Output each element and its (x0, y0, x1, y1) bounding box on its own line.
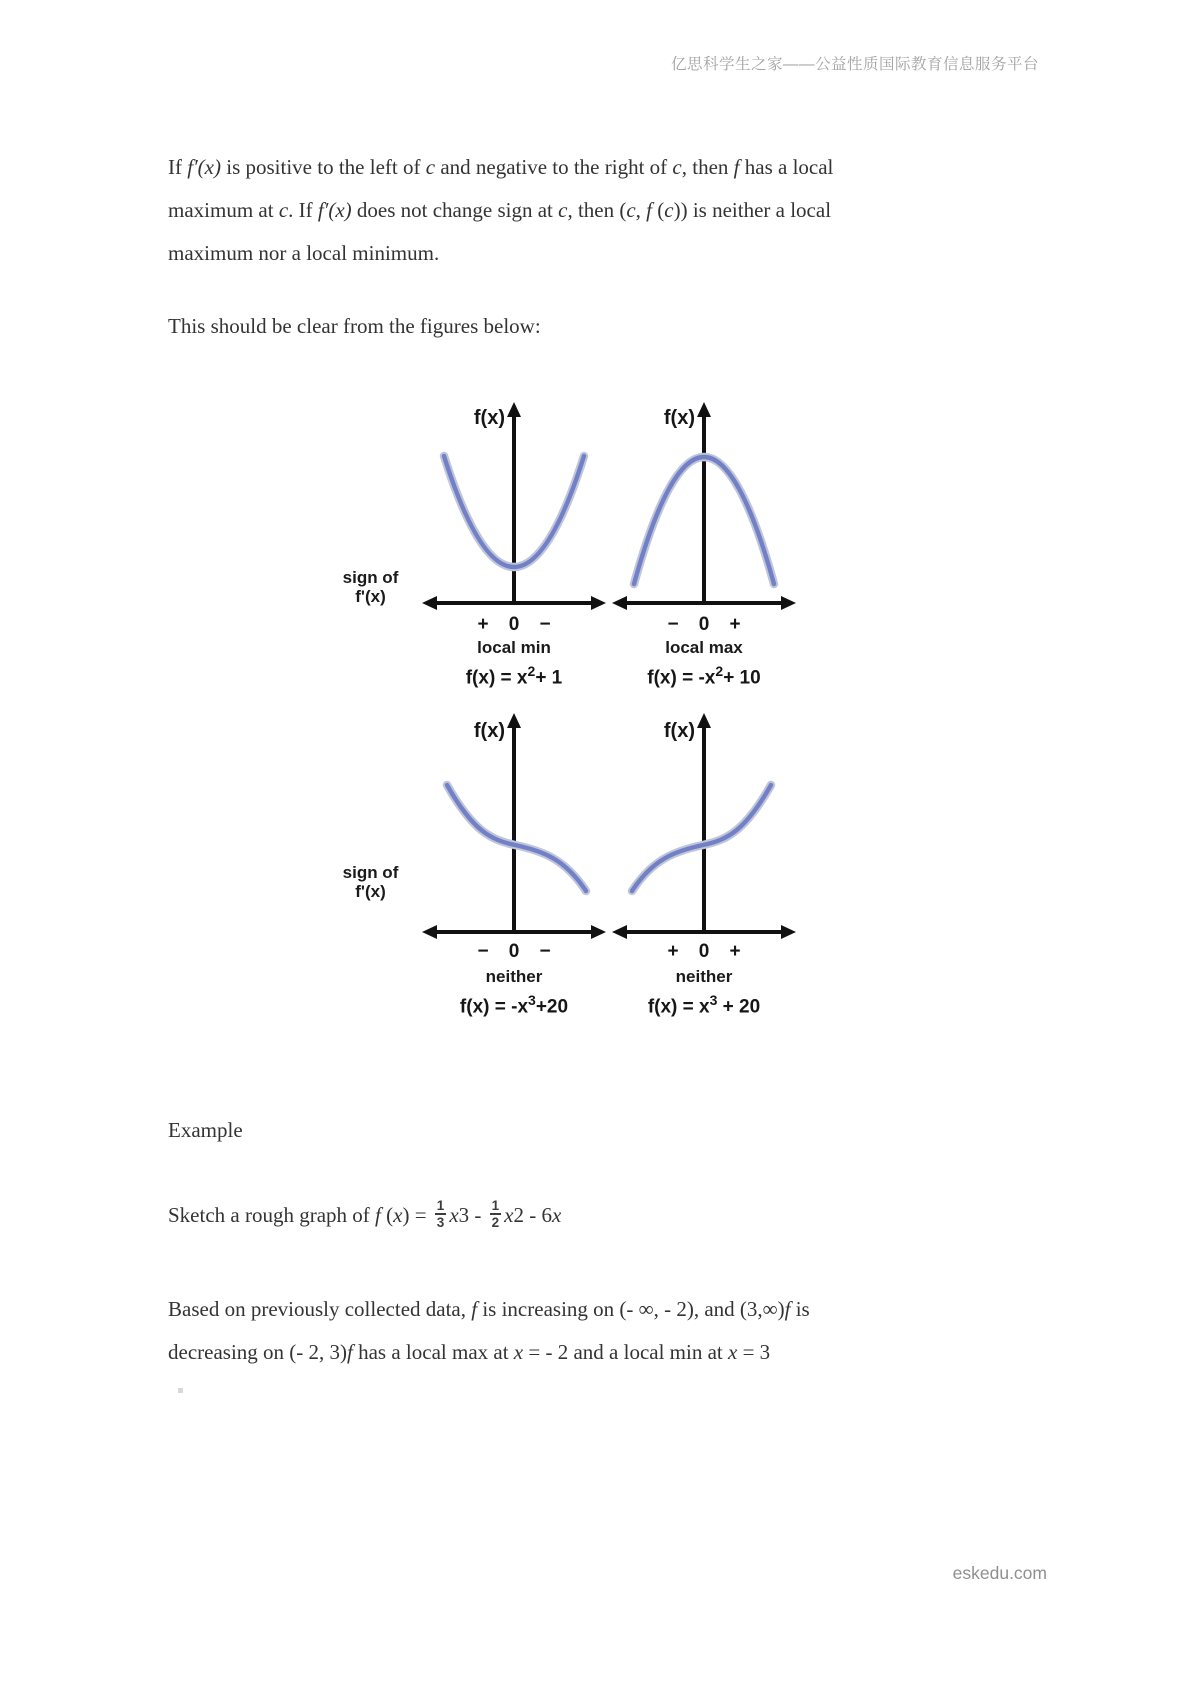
formula-post: +20 (535, 996, 569, 1018)
formula-exponent: 3 (528, 992, 536, 1009)
sign-right: + (729, 941, 741, 963)
curve-cubic-decreasing (447, 785, 586, 891)
x-axis-arrow-right-icon (781, 925, 796, 939)
formula-pre: f(x) = -x (647, 667, 716, 689)
sign-left: + (477, 614, 489, 635)
based-paragraph (168, 1288, 1041, 1374)
formula-pre: f(x) = x (647, 996, 710, 1018)
x-axis-arrow-right-icon (591, 925, 606, 939)
formula-exponent: 2 (527, 663, 536, 679)
based-line-1: Based on previously collected data, f is increasing on (- ∞, - 2), and (3,∞)f is (168, 1296, 810, 1321)
x-axis-arrow-left-icon (612, 596, 627, 610)
sketch-prefix: Sketch a rough graph of f (x) = (168, 1202, 432, 1227)
sign-right: + (729, 614, 741, 635)
y-axis-arrow-icon (697, 402, 711, 417)
sign-of-text: sign of (342, 568, 399, 587)
graph-caption: neither (675, 967, 733, 987)
formula-pre: f(x) = x (465, 667, 528, 689)
sign-zero: 0 (508, 941, 520, 963)
x-axis-arrow-right-icon (781, 596, 796, 610)
graph-panel-local-min (419, 398, 609, 691)
graph-formula (609, 658, 799, 691)
fraction-one-half (490, 1198, 502, 1230)
fraction-denominator: 3 (436, 1214, 445, 1230)
graph-canvas (419, 707, 609, 967)
figure-row-1 (322, 398, 942, 691)
axis-label-fx: f(x) (473, 720, 505, 743)
fraction-numerator: 1 (491, 1197, 500, 1213)
intro-line-1: If f′(x) is positive to the left of c and negative to the right of c, then f has a local (168, 155, 834, 179)
site-header-label: 亿思科学生之家——公益性质国际教育信息服务平台 (670, 56, 1039, 73)
graph-panel-neither-decreasing (419, 707, 609, 1020)
formula-pre: f(x) = -x (459, 996, 529, 1018)
graph-canvas (609, 398, 799, 638)
sketch-term-2: x2 - 6x (504, 1202, 562, 1227)
intro-line-3: maximum nor a local minimum. (168, 241, 440, 265)
site-footer-label: eskedu.com (952, 1563, 1047, 1583)
formula-post: + 20 (717, 996, 761, 1018)
fprime-text: f'(x) (355, 587, 386, 606)
graph-canvas (609, 707, 799, 967)
sketch-term-1: x3 - (449, 1202, 487, 1227)
sketch-instruction-line (168, 1192, 1041, 1242)
example-heading: Example (168, 1117, 243, 1142)
figure-intro-line: This should be clear from the figures below: (168, 314, 541, 338)
x-axis-arrow-left-icon (612, 925, 627, 939)
graph-panel-neither-increasing (609, 707, 799, 1020)
figure-row-2 (322, 707, 942, 1020)
sign-right: − (539, 614, 551, 635)
sign-of-fprime-label (322, 707, 419, 1020)
y-axis-arrow-icon (507, 402, 521, 417)
graph-caption: local max (665, 638, 743, 657)
formula-exponent: 3 (709, 992, 718, 1009)
based-line-2: decreasing on (- 2, 3)f has a local max at x = - 2 and a local min at x = 3 (168, 1339, 771, 1364)
fraction-denominator: 2 (491, 1214, 500, 1230)
intro-line-2: maximum at c. If f′(x) does not change sign at c, then (c, f (c)) is neither a local (168, 198, 832, 222)
sign-zero: 0 (508, 614, 520, 635)
x-axis-arrow-right-icon (591, 596, 606, 610)
curve-halo (632, 785, 771, 891)
sign-left: + (667, 941, 679, 963)
fraction-numerator: 1 (436, 1197, 445, 1213)
graph-panel-local-max (609, 398, 799, 691)
axis-label-fx: f(x) (663, 407, 695, 429)
formula-post: + 1 (535, 667, 563, 689)
x-axis-arrow-left-icon (422, 596, 437, 610)
curve-halo (447, 785, 586, 891)
graph-caption: local min (477, 638, 551, 657)
sign-of-text: sign of (342, 863, 399, 883)
scan-artifact-dot (178, 1388, 183, 1393)
formula-post: + 10 (723, 667, 761, 689)
sign-of-fprime-label (322, 398, 419, 691)
first-derivative-test-figure (322, 398, 942, 1021)
graph-formula (609, 987, 799, 1020)
y-axis-arrow-icon (507, 713, 521, 728)
graph-canvas (419, 398, 609, 638)
x-axis-arrow-left-icon (422, 925, 437, 939)
sign-left: − (477, 941, 489, 963)
graph-formula (419, 658, 609, 691)
curve-cubic-increasing (632, 785, 771, 891)
fraction-one-third (435, 1198, 447, 1230)
sign-right: − (539, 941, 551, 963)
axis-label-fx: f(x) (473, 407, 505, 429)
fprime-text: f'(x) (355, 882, 386, 902)
y-axis-arrow-icon (697, 713, 711, 728)
formula-exponent: 2 (715, 663, 724, 679)
sign-left: − (667, 614, 679, 635)
sign-zero: 0 (698, 941, 710, 963)
axis-label-fx: f(x) (663, 720, 695, 743)
sign-zero: 0 (698, 614, 710, 635)
graph-formula (419, 987, 609, 1020)
graph-caption: neither (485, 967, 543, 987)
